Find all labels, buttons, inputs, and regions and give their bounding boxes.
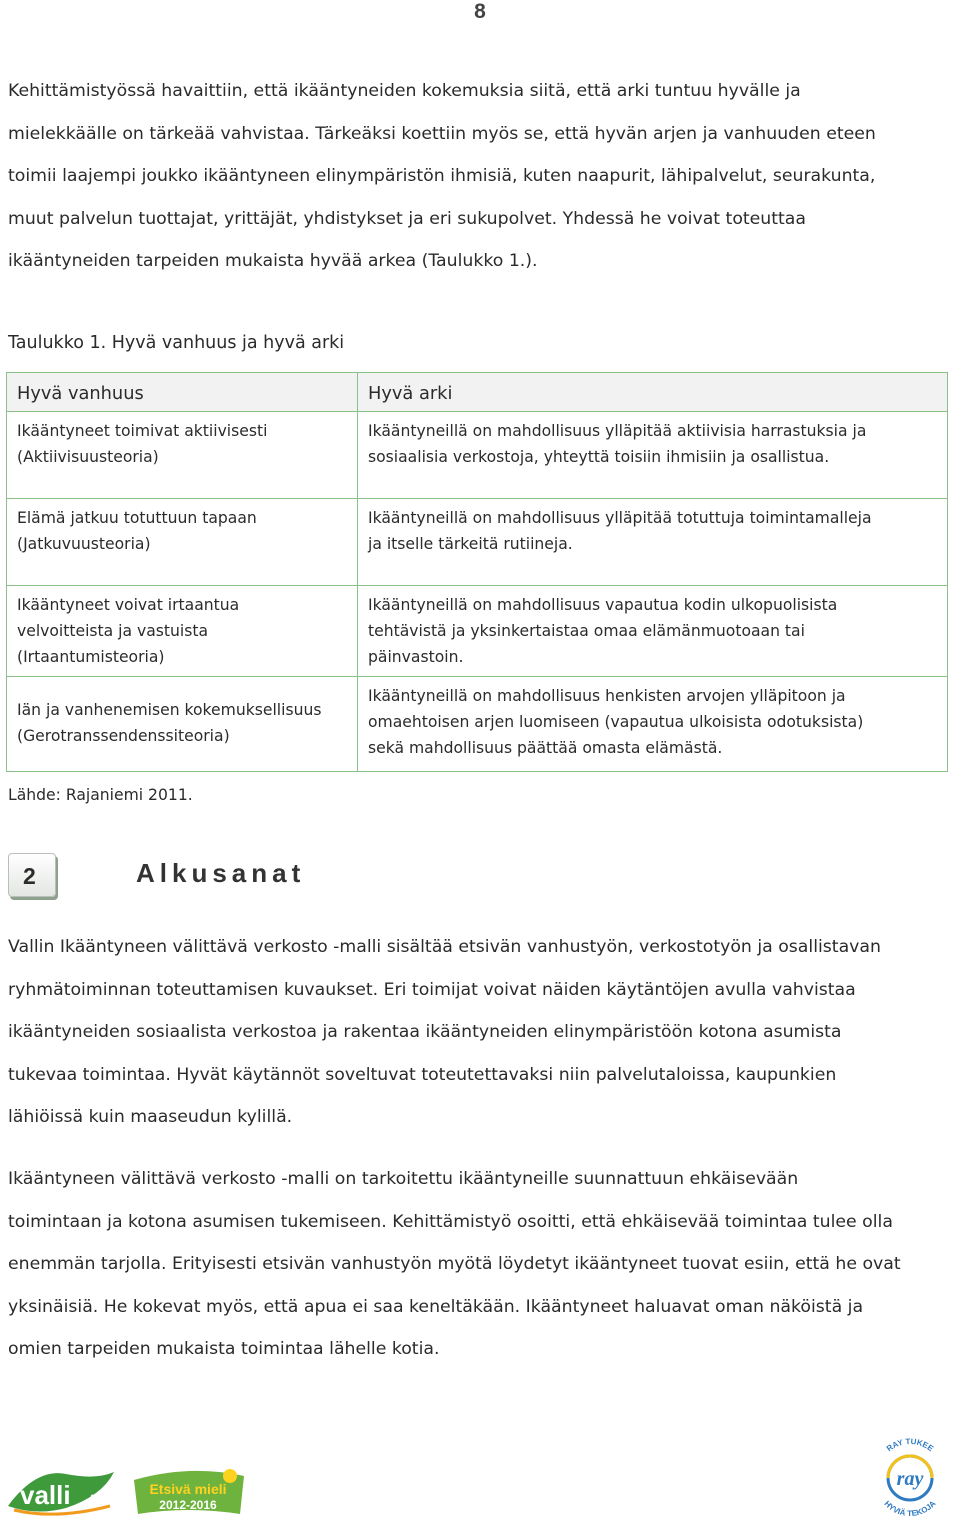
cell-line: sekä mahdollisuus päättää omasta elämästä. — [368, 739, 723, 757]
cell-line: Ikääntyneet toimivat aktiivisesti — [17, 422, 268, 440]
ray-top-textpath: RAY TUKEE — [884, 1436, 936, 1454]
text-line: mielekkäälle on tärkeää vahvistaa. Tärkeäksi koettiin myös se, että hyvän arjen ja vanhuuden eteen — [8, 123, 876, 144]
cell-line: tehtävistä ja yksinkertaistaa omaa elämänmuotoaan tai — [368, 622, 805, 640]
cell-line: sosiaalisia verkostoja, yhteyttä toisiin ihmisiin ja osallistua. — [368, 448, 830, 466]
text-line: muut palvelun tuottajat, yrittäjät, yhdistykset ja eri sukupolvet. Yhdessä he voivat toteuttaa — [8, 208, 806, 229]
etsiva-logo-years: 2012-2016 — [159, 1498, 217, 1512]
good-old-age-table — [6, 372, 948, 772]
table-header-row — [7, 373, 948, 412]
cell-line: Ikääntyneillä on mahdollisuus henkisten arvojen ylläpitoon ja — [368, 687, 846, 705]
text-line: ryhmätoiminnan toteuttamisen kuvaukset. Eri toimijat voivat näiden käytäntöjen avulla vahvistaa — [8, 979, 856, 1000]
column-header-good-old-age: Hyvä vanhuus — [7, 373, 358, 412]
cell-line: päinvastoin. — [368, 648, 464, 666]
text-line: Vallin Ikääntyneen välittävä verkosto -malli sisältää etsivän vanhustyön, verkostotyön ja osallistavan — [8, 937, 881, 957]
table-cell — [358, 586, 948, 677]
table-cell — [358, 677, 948, 772]
table-caption: Taulukko 1. Hyvä vanhuus ja hyvä arki — [8, 333, 345, 353]
text-line: ikääntyneiden tarpeiden mukaista hyvää arkea (Taulukko 1.). — [8, 251, 538, 272]
ray-logo — [868, 1432, 952, 1522]
valli-logo-text: valli — [20, 1480, 71, 1510]
text-line: Ikääntyneen välittävä verkosto -malli on tarkoitettu ikääntyneille suunnattuun ehkäisevään — [8, 1169, 799, 1189]
table-row — [7, 499, 948, 586]
text-line: Kehittämistyössä havaittiin, että ikääntyneiden kokemuksia siitä, että arki tuntuu hyvälle ja — [8, 81, 801, 101]
cell-line: (Irtaantumisteoria) — [17, 648, 165, 666]
table-source: Lähde: Rajaniemi 2011. — [8, 786, 193, 804]
text-line: lähiöissä kuin maaseudun kylillä. — [8, 1107, 293, 1128]
text-line: toimii laajempi joukko ikääntyneen elinympäristön ihmisiä, kuten naapurit, lähipalvelut, seurakunta, — [8, 166, 876, 187]
table-cell — [358, 499, 948, 586]
cell-line: Ikääntyneillä on mahdollisuus ylläpitää aktiivisia harrastuksia ja — [368, 422, 867, 440]
cell-line: (Aktiivisuusteoria) — [17, 448, 159, 466]
ray-bottom-textpath: HYVIÄ TEKOJA — [882, 1499, 938, 1519]
ray-logo-bottom-text — [882, 1499, 937, 1518]
cell-line: velvoitteista ja vastuista — [17, 622, 209, 640]
section-title: Alkusanat — [136, 858, 306, 888]
paragraph — [8, 926, 956, 1139]
cell-line: Iän ja vanhenemisen kokemuksellisuus — [17, 701, 322, 719]
text-line: omien tarpeiden mukaista toimintaa lähelle kotia. — [8, 1339, 440, 1360]
table-cell — [7, 499, 358, 586]
text-line: ikääntyneiden sosiaalista verkostoa ja rakentaa ikääntyneiden elinympäristöön kotona asumista — [8, 1022, 842, 1043]
text-line: enemmän tarjolla. Erityisesti etsivän vanhustyön myötä löydetyt ikääntyneet tuovat esiin, että he ovat — [8, 1254, 901, 1275]
table-cell — [7, 412, 358, 499]
section-number-badge: 2 — [8, 853, 56, 897]
table-cell — [7, 677, 358, 772]
cell-line: Ikääntyneillä on mahdollisuus ylläpitää totuttuja toimintamalleja — [368, 509, 872, 527]
etsiva-mieli-logo — [130, 1462, 248, 1518]
text-line: tukevaa toimintaa. Hyvät käytännöt soveltuvat toteutettavaksi niin palvelutaloissa, kaupunkien — [8, 1064, 837, 1085]
table-cell — [7, 586, 358, 677]
cell-line: Ikääntyneet voivat irtaantua — [17, 596, 240, 614]
ray-logo-top-text — [885, 1437, 936, 1454]
cell-line: Elämä jatkuu totuttuun tapaan — [17, 509, 257, 527]
page-number: 8 — [474, 0, 486, 23]
ray-logo-center: ray — [896, 1468, 924, 1490]
table-row — [7, 412, 948, 499]
table-cell — [358, 412, 948, 499]
cell-line: (Jatkuvuusteoria) — [17, 535, 151, 553]
intro-paragraph — [8, 70, 953, 283]
cell-line: omaehtoisen arjen luomiseen (vapautua ulkoisista odotuksista) — [368, 713, 864, 731]
table-row — [7, 586, 948, 677]
cell-line: Ikääntyneillä on mahdollisuus vapautua kodin ulkopuolisista — [368, 596, 838, 614]
valli-logo-suffix: .fi — [86, 1492, 98, 1507]
cell-line: ja itselle tärkeitä rutiineja. — [368, 535, 573, 553]
column-header-good-everyday: Hyvä arki — [358, 373, 948, 412]
paragraph — [8, 1158, 956, 1371]
valli-logo — [6, 1466, 118, 1518]
text-line: toimintaan ja kotona asumisen tukemiseen. Kehittämistyö osoitti, että ehkäisevää toimintaa tulee olla — [8, 1211, 893, 1232]
etsiva-logo-title: Etsivä mieli — [149, 1481, 227, 1497]
table-row — [7, 677, 948, 772]
cell-line: (Gerotranssendenssiteoria) — [17, 727, 230, 745]
text-line: yksinäisiä. He kokevat myös, että apua ei saa keneltäkään. Ikääntyneet haluavat oman näköistä ja — [8, 1296, 864, 1317]
